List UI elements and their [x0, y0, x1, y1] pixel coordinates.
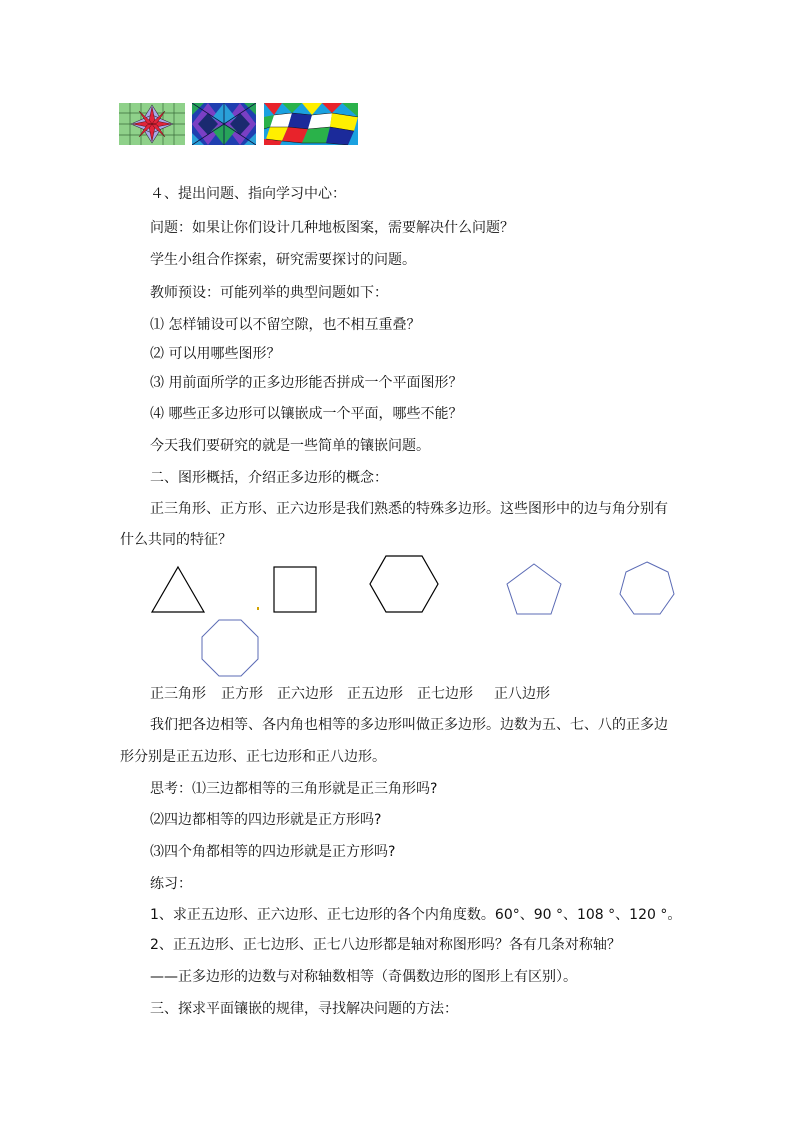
section-4-heading: ４、提出问题、指向学习中心： — [150, 186, 346, 202]
shape-names-row — [150, 684, 600, 706]
today-topic-text: 今天我们要研究的就是一些简单的镶嵌问题。 — [150, 438, 430, 454]
shape-name-octagon: 正八边形 — [494, 686, 550, 702]
shape-name-heptagon: 正七边形 — [417, 686, 473, 702]
question-item-2: ⑵ 可以用哪些图形？ — [150, 346, 281, 362]
shape-name-square: 正方形 — [221, 686, 263, 702]
stray-mark — [256, 605, 262, 613]
definition-line-1: 我们把各边相等、各内角也相等的多边形叫做正多边形。边数为五、七、八的正多边 — [150, 717, 668, 733]
square-figure — [272, 565, 318, 615]
section-3-heading: 三、探求平面镶嵌的规律，寻找解决问题的方法： — [150, 1001, 458, 1017]
heptagon-figure — [618, 560, 676, 618]
question-item-4: ⑷ 哪些正多边形可以镶嵌成一个平面，哪些不能？ — [150, 406, 463, 422]
exercise-item-2: 2、正五边形、正七边形、正七八边形都是轴对称图形吗？各有几条对称轴？ — [150, 937, 621, 953]
star-tile-image — [119, 103, 185, 145]
pentagon-figure — [505, 562, 563, 616]
paragraph-regular-polygons-line-1: 正三角形、正方形、正六边形是我们熟悉的特殊多边形。这些图形中的边与角分别有 — [150, 501, 668, 517]
exercise-item-1: 1、求正五边形、正六边形、正七边形的各个内角度数。60°、90 °、108 °、120 °。 — [150, 907, 682, 923]
exercise-answer: ——正多边形的边数与对称轴数相等（奇偶数边形的图形上有区别）。 — [150, 969, 577, 985]
question-text: 问题：如果让你们设计几种地板图案，需要解决什么问题？ — [150, 220, 514, 236]
section-2-heading: 二、图形概括，介绍正多边形的概念： — [150, 470, 388, 486]
hexagon-figure — [368, 554, 440, 614]
octagon-figure — [200, 618, 260, 678]
shape-name-hexagon: 正六边形 — [277, 686, 333, 702]
think-question-2: ⑵四边都相等的四边形就是正方形吗? — [150, 812, 382, 828]
group-exploration-text: 学生小组合作探索，研究需要探讨的问题。 — [150, 252, 416, 268]
blue-diamond-tile-image — [192, 103, 256, 145]
think-question-1: 思考：⑴三边都相等的三角形就是正三角形吗? — [150, 781, 438, 797]
exercise-heading: 练习： — [150, 876, 192, 892]
question-item-1: ⑴ 怎样铺设可以不留空隙，也不相互重叠？ — [150, 317, 421, 333]
think-question-3: ⑶四个角都相等的四边形就是正方形吗? — [150, 844, 396, 860]
shape-name-pentagon: 正五边形 — [347, 686, 403, 702]
paragraph-regular-polygons-line-2: 什么共同的特征？ — [120, 532, 232, 548]
triangle-figure — [150, 565, 206, 615]
teacher-preset-text: 教师预设：可能列举的典型问题如下： — [150, 285, 388, 301]
question-item-3: ⑶ 用前面所学的正多边形能否拼成一个平面图形？ — [150, 375, 463, 391]
shape-name-triangle: 正三角形 — [150, 686, 206, 702]
colorful-rhombus-tile-image — [264, 103, 358, 145]
definition-line-2: 形分别是正五边形、正七边形和正八边形。 — [120, 749, 386, 765]
